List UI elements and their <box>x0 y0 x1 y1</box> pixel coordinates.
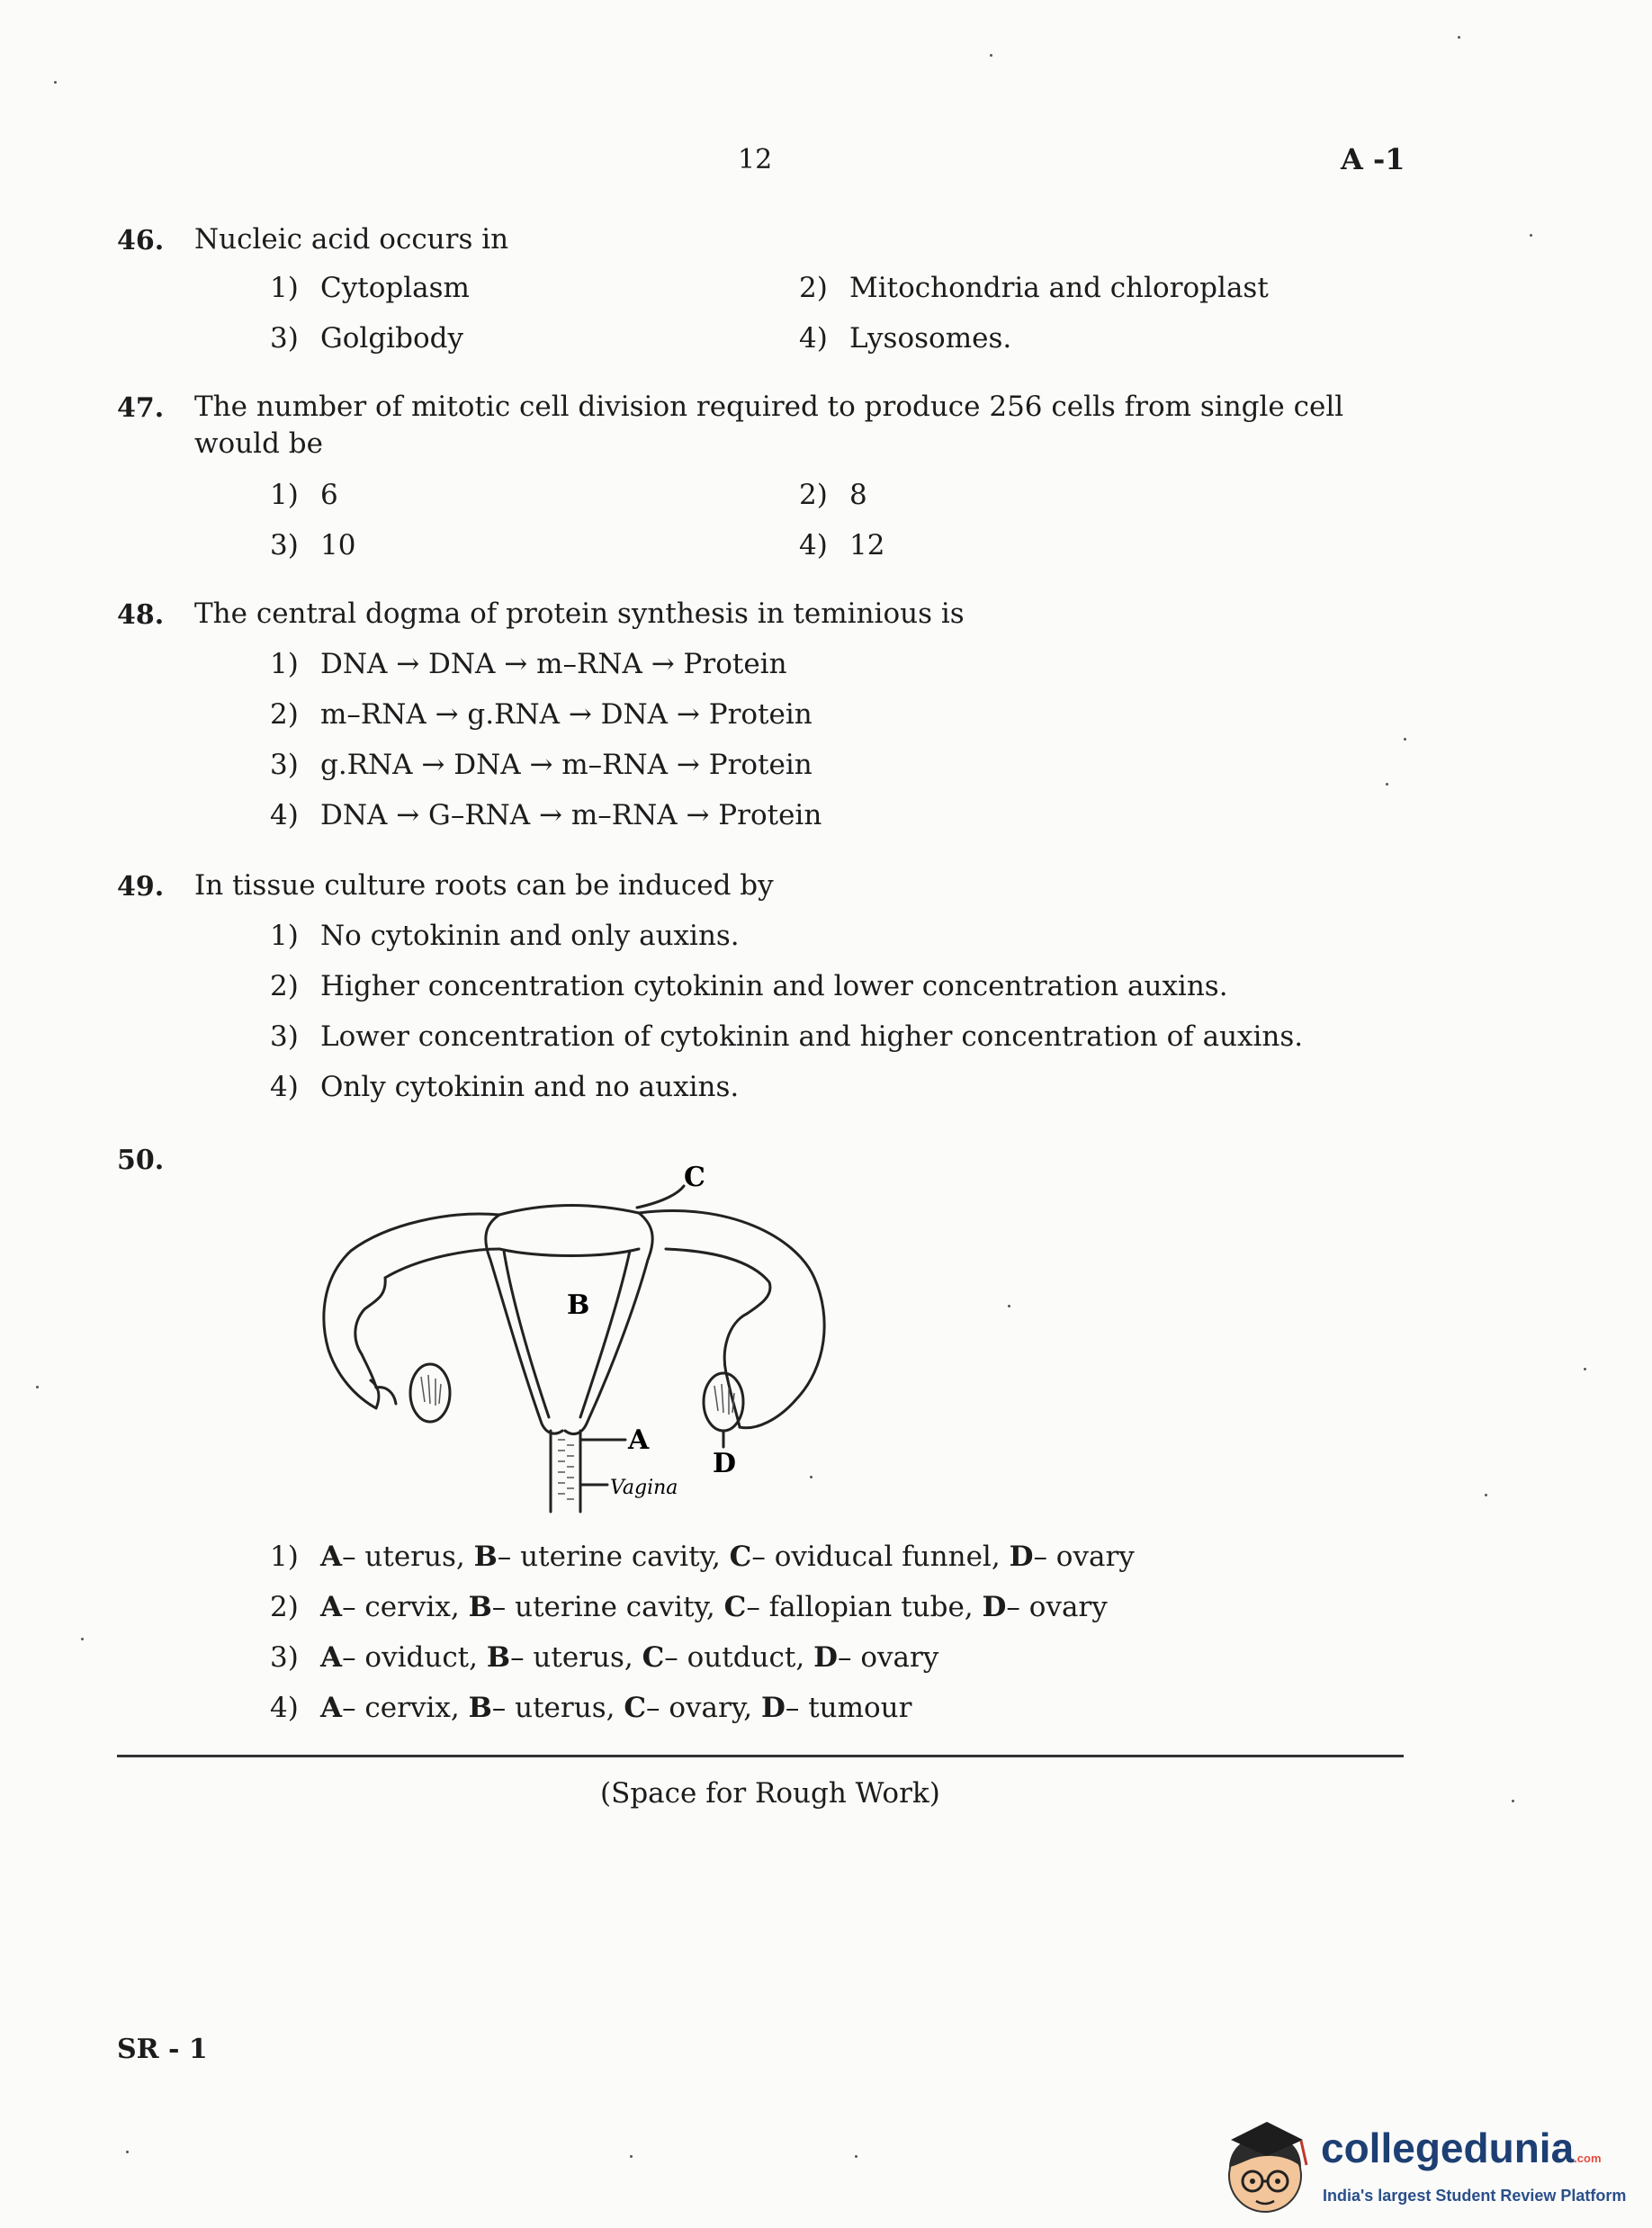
option: 1) No cytokinin and only auxins. <box>270 920 740 952</box>
question-number: 46. <box>117 225 165 256</box>
footer-code: SR - 1 <box>117 2034 208 2065</box>
question-text: The central dogma of protein synthesis in teminious is <box>194 597 965 630</box>
label-d: D <box>713 1448 737 1479</box>
option: 1) Cytoplasm <box>270 272 470 304</box>
option: 4) DNA → G–RNA → m–RNA → Protein <box>270 799 822 831</box>
label-c: C <box>684 1162 705 1193</box>
question-text: The number of mitotic cell division required to produce 256 cells from single cell would be <box>194 391 1344 460</box>
question-number: 47. <box>117 392 165 424</box>
option: 2) Higher concentration cytokinin and lower concentration auxins. <box>270 970 1228 1002</box>
option: 1) A– uterus, B– uterine cavity, C– oviducal funnel, D– ovary <box>270 1541 1135 1573</box>
label-b: B <box>567 1289 590 1321</box>
brand-name: collegedunia.com <box>1321 2125 1602 2171</box>
option: 3) 10 <box>270 529 356 561</box>
option: 3) A– oviduct, B– uterus, C– outduct, D– ovary <box>270 1641 939 1674</box>
option: 2) m–RNA → g.RNA → DNA → Protein <box>270 698 813 731</box>
question-number: 48. <box>117 599 165 631</box>
option: 3) Lower concentration of cytokinin and higher concentration of auxins. <box>270 1020 1304 1053</box>
option: 1) 6 <box>270 479 338 511</box>
rough-work-note: (Space for Rough Work) <box>600 1777 940 1810</box>
paper-code: A -1 <box>1341 142 1405 176</box>
option: 2) 8 <box>799 479 867 511</box>
brand-tagline: India's largest Student Review Platform <box>1323 2187 1627 2205</box>
question-number: 50. <box>117 1145 165 1176</box>
option: 4) Only cytokinin and no auxins. <box>270 1071 740 1103</box>
page-number: 12 <box>738 144 773 175</box>
option: 2) A– cervix, B– uterine cavity, C– fallopian tube, D– ovary <box>270 1591 1108 1623</box>
question-text: Nucleic acid occurs in <box>194 223 509 256</box>
option: 4) A– cervix, B– uterus, C– ovary, D– tumour <box>270 1692 912 1724</box>
option: 1) DNA → DNA → m–RNA → Protein <box>270 648 787 680</box>
question-number: 49. <box>117 871 165 903</box>
label-vagina: Vagina <box>610 1477 678 1499</box>
question-text: In tissue culture roots can be induced by <box>194 869 774 902</box>
option: 3) Golgibody <box>270 322 463 355</box>
student-mascot-icon <box>1213 2113 1321 2221</box>
option: 4) 12 <box>799 529 885 561</box>
label-a: A <box>628 1424 650 1456</box>
option: 3) g.RNA → DNA → m–RNA → Protein <box>270 749 813 781</box>
option: 2) Mitochondria and chloroplast <box>799 272 1269 304</box>
option: 4) Lysosomes. <box>799 322 1012 355</box>
reproductive-system-diagram <box>306 1161 882 1521</box>
divider <box>117 1755 1404 1757</box>
